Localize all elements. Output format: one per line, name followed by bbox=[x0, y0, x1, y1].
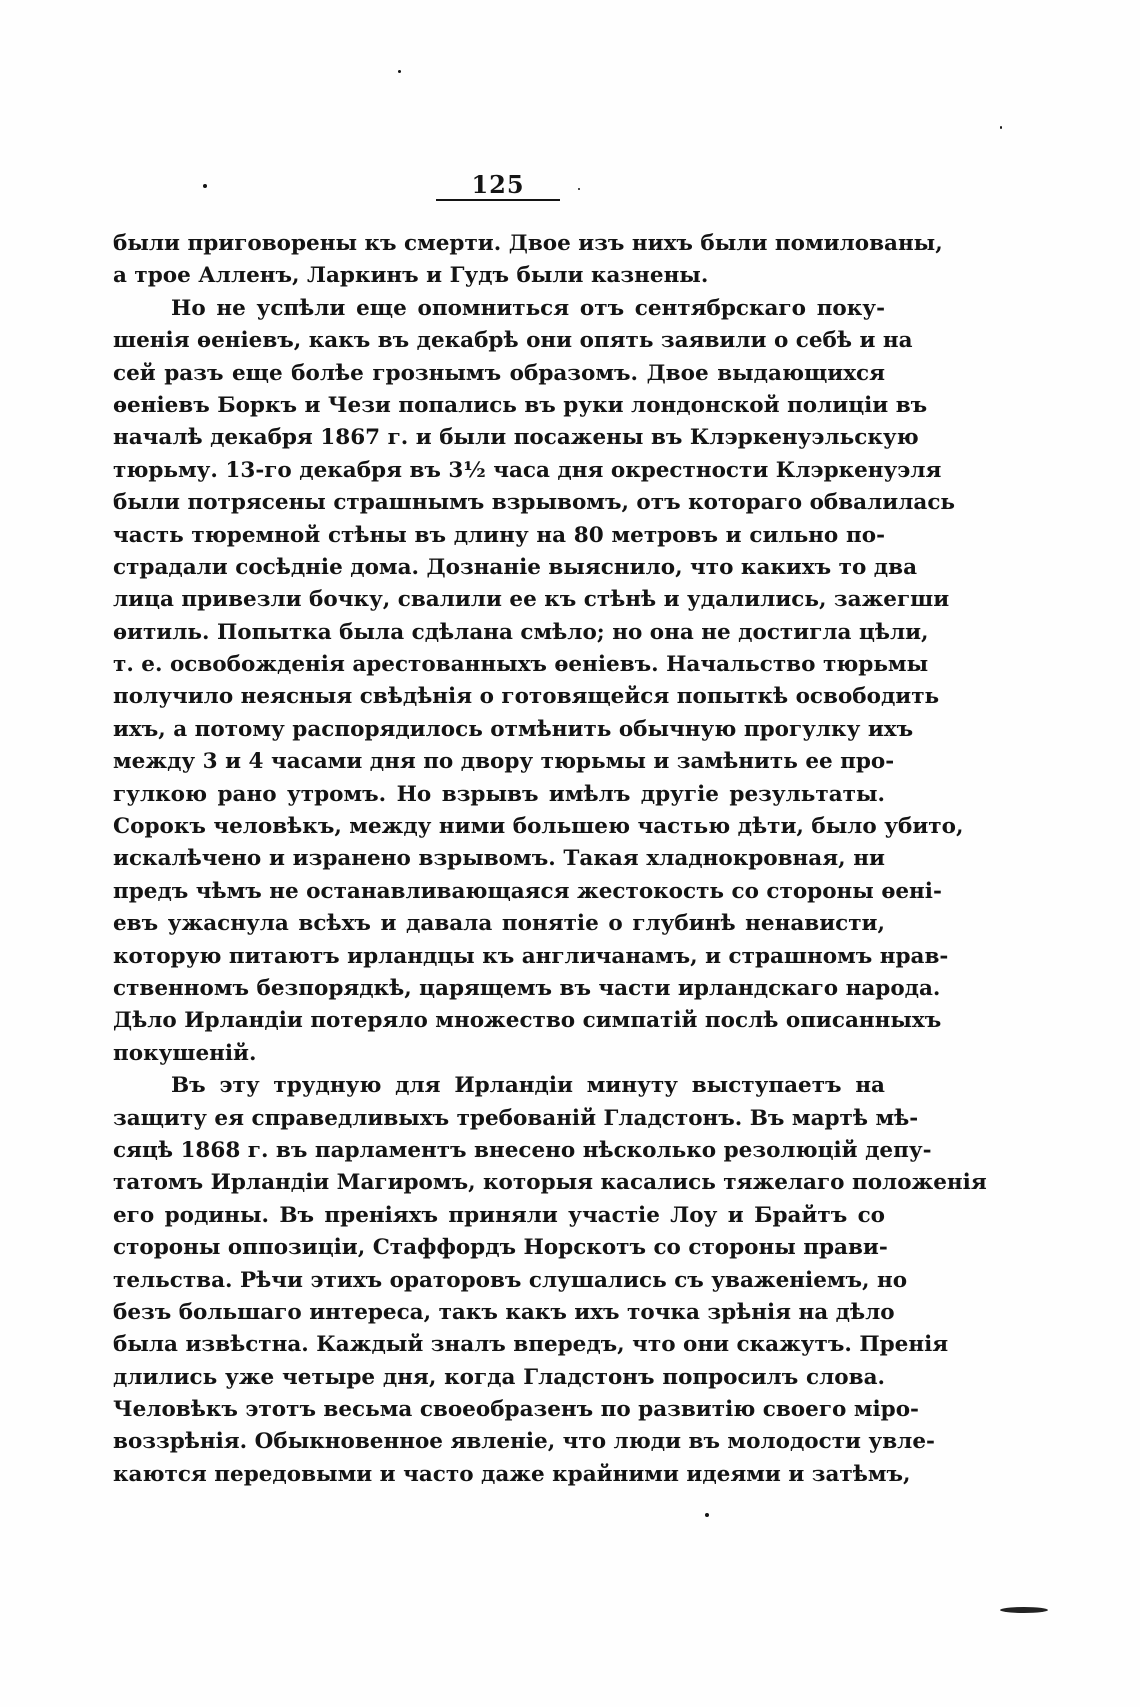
text-line: сей разъ еще болѣе грознымъ образомъ. Двое выдающихся bbox=[113, 360, 885, 386]
text-line: т. е. освобожденія арестованныхъ ѳеніевъ. Начальство тюрьмы bbox=[113, 652, 929, 678]
text-line: тюрьму. 13-го декабря въ 3½ часа дня окрестности Клэркенуэля bbox=[113, 457, 942, 483]
body-text bbox=[113, 228, 987, 1491]
text-line: ѳитиль. Попытка была сдѣлана смѣло; но она не достигла цѣли, bbox=[113, 619, 929, 645]
text-line: ственномъ безпорядкѣ, царящемъ въ части ирландскаго народа. bbox=[113, 975, 941, 1001]
text-line: каются передовыми и часто даже крайними идеями и затѣмъ, bbox=[113, 1461, 911, 1487]
text-line: защиту ея справедливыхъ требованій Гладстонъ. Въ мартѣ мѣ- bbox=[113, 1105, 919, 1131]
text-line: Дѣло Ирландіи потеряло множество симпатій послѣ описанныхъ bbox=[113, 1008, 942, 1034]
text-line: часть тюремной стѣны въ длину на 80 метровъ и сильно по- bbox=[113, 522, 885, 548]
scan-speck bbox=[578, 188, 580, 190]
scan-speck bbox=[398, 70, 401, 73]
text-line: ѳеніевъ Боркъ и Чези попались въ руки лондонской полиціи въ bbox=[113, 392, 928, 418]
text-line: которую питаютъ ирландцы къ англичанамъ, и страшномъ нрав- bbox=[113, 943, 949, 969]
text-line: между 3 и 4 часами дня по двору тюрьмы и замѣнить ее про- bbox=[113, 749, 895, 775]
page-number-rule bbox=[436, 199, 560, 201]
text-line: получило неясныя свѣдѣнія о готовящейся попыткѣ освободить bbox=[113, 684, 940, 710]
text-line: Человѣкъ этотъ весьма своеобразенъ по развитію своего міро- bbox=[113, 1397, 919, 1423]
page-number: 125 bbox=[471, 170, 525, 199]
text-line: были приговорены къ смерти. Двое изъ нихъ были помилованы, bbox=[113, 231, 943, 256]
scan-speck bbox=[705, 1513, 709, 1517]
text-line: гулкою рано утромъ. Но взрывъ имѣлъ другіе результаты. bbox=[113, 781, 885, 807]
text-line: а трое Алленъ, Ларкинъ и Гудъ были казнены. bbox=[113, 263, 709, 289]
text-line: предъ чѣмъ не останавливающаяся жестокость со стороны ѳені- bbox=[113, 878, 942, 904]
text-line: Въ эту трудную для Ирландіи минуту выступаетъ на bbox=[171, 1073, 885, 1099]
text-line: длились уже четыре дня, когда Гладстонъ попросилъ слова. bbox=[113, 1364, 885, 1390]
text-line: татомъ Ирландіи Магиромъ, которыя касались тяжелаго положенія bbox=[113, 1170, 987, 1196]
scan-smudge bbox=[1000, 1607, 1048, 1613]
text-line: евъ ужаснула всѣхъ и давала понятіе о глубинѣ ненависти, bbox=[113, 911, 885, 937]
text-line: сяцѣ 1868 г. въ парламентъ внесено нѣсколько резолюцій депу- bbox=[113, 1137, 932, 1163]
text-line: стороны оппозиціи, Стаффордъ Норскотъ со стороны прави- bbox=[113, 1235, 888, 1261]
text-line: тельства. Рѣчи этихъ ораторовъ слушались съ уваженіемъ, но bbox=[113, 1267, 908, 1293]
scan-speck bbox=[1000, 126, 1002, 129]
text-line: лица привезли бочку, свалили ее къ стѣнѣ и удалились, зажегши bbox=[113, 587, 950, 613]
text-line: покушеній. bbox=[113, 1040, 257, 1066]
text-line: искалѣчено и изранено взрывомъ. Такая хладнокровная, ни bbox=[113, 846, 885, 872]
text-line: ихъ, а потому распорядилось отмѣнить обычную прогулку ихъ bbox=[113, 716, 914, 742]
text-line: Сорокъ человѣкъ, между ними большею частью дѣти, было убито, bbox=[113, 814, 964, 840]
text-line: началѣ декабря 1867 г. и были посажены въ Клэркенуэльскую bbox=[113, 425, 919, 451]
text-line: шенія ѳеніевъ, какъ въ декабрѣ они опять заявили о себѣ и на bbox=[113, 328, 913, 354]
text-line: воззрѣнія. Обыкновенное явленіе, что люди въ молодости увле- bbox=[113, 1429, 935, 1455]
text-line: были потрясены страшнымъ взрывомъ, отъ котораго обвалилась bbox=[113, 490, 955, 516]
text-line: была извѣстна. Каждый зналъ впередъ, что они скажутъ. Пренія bbox=[113, 1332, 949, 1358]
text-line: его родины. Въ преніяхъ приняли участіе Лоу и Брайтъ со bbox=[113, 1202, 885, 1228]
scan-speck bbox=[203, 184, 207, 188]
text-line: Но не успѣли еще опомниться отъ сентябрскаго поку- bbox=[171, 295, 885, 321]
text-line: страдали сосѣдніе дома. Дознаніе выяснило, что какихъ то два bbox=[113, 554, 918, 580]
text-line: безъ большаго интереса, такъ какъ ихъ точка зрѣнія на дѣло bbox=[113, 1299, 895, 1325]
